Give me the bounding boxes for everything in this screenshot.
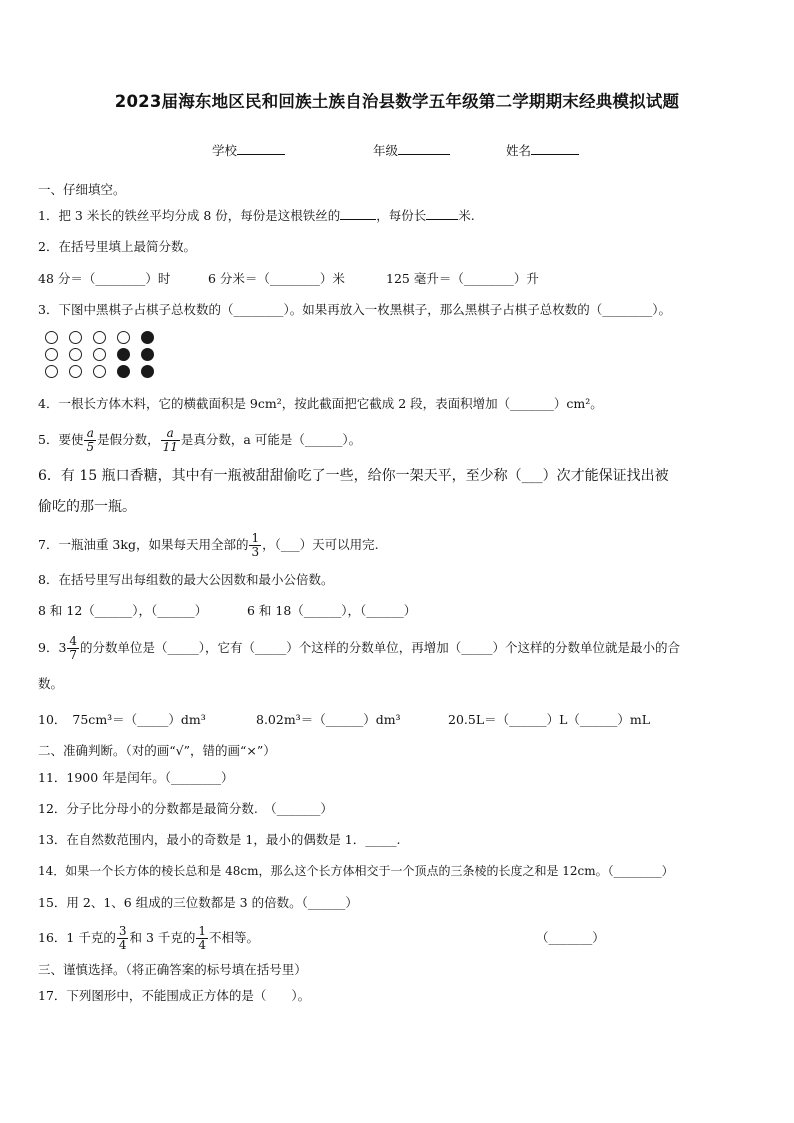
- q16-answer-blank[interactable]: （_______）: [536, 930, 605, 945]
- page-title: 2023届海东地区民和回族土族自治县数学五年级第二学期期末经典模拟试题: [114, 92, 680, 111]
- black-chess-piece: [117, 365, 130, 378]
- q16-frac1-num: 3: [118, 924, 127, 938]
- question-9-line-2: 数。: [38, 676, 64, 691]
- white-chess-piece: [69, 331, 82, 344]
- name-label: 姓名: [506, 143, 532, 158]
- q5-text-b: 是假分数，: [97, 432, 160, 447]
- q1-text-b: ，每份长: [376, 208, 427, 223]
- q10-label: 10．: [38, 712, 67, 727]
- white-chess-piece: [93, 365, 106, 378]
- q7-text-b: ，（___）天可以用完.: [262, 537, 379, 552]
- q1-blank-2[interactable]: [426, 207, 458, 220]
- grade-label: 年级: [373, 143, 399, 158]
- question-13: 13．在自然数范围内，最小的奇数是 1，最小的偶数是 1．_____.: [38, 832, 401, 847]
- question-10: [38, 712, 206, 728]
- q1-blank-1[interactable]: [340, 207, 376, 220]
- black-chess-piece: [141, 348, 154, 361]
- school-field: [212, 141, 285, 159]
- question-15: 15．用 2、1、6 组成的三位数都是 3 的倍数。（______）: [38, 895, 358, 910]
- q9-fraction: [67, 635, 79, 662]
- question-14: 14．如果一个长方体的棱长总和是 48cm，那么这个长方体相交于一个顶点的三条棱的长度之和是 12cm。（________）: [38, 864, 674, 878]
- q7-frac-num: 1: [251, 531, 260, 545]
- q5-text-c: 是真分数，a 可能是（______）。: [180, 432, 362, 447]
- q1-text-c: 米.: [458, 208, 475, 223]
- q16-text-c: 不相等。: [209, 930, 260, 945]
- q5-frac2-num: a: [161, 427, 180, 441]
- black-chess-piece: [141, 331, 154, 344]
- q7-fraction: [249, 532, 261, 559]
- section-2-heading: 二、准确判断。（对的画“√”，错的画“×”）: [38, 743, 276, 758]
- q5-frac1-num: a: [84, 427, 96, 441]
- q5-frac1-den: 5: [86, 440, 95, 454]
- question-3: 3．下图中黑棋子占棋子总枚数的（________）。如果再放入一枚黑棋子，那么黑棋子占棋子总枚数的（________）。: [38, 302, 671, 317]
- question-4: 4．一根长方体木料，它的横截面积是 9cm²，按此截面把它截成 2 段，表面积增加（_______）cm²。: [38, 396, 603, 411]
- q10-part-c: 20.5L＝（______）L（______）mL: [448, 712, 651, 727]
- black-chess-piece: [117, 348, 130, 361]
- grade-blank[interactable]: [398, 142, 450, 155]
- school-label: 学校: [212, 143, 238, 158]
- q9-whole-number: 9．3: [38, 640, 67, 655]
- question-12: 12．分子比分母小的分数都是最简分数. （_______）: [38, 801, 333, 816]
- q7-frac-den: 3: [251, 545, 260, 559]
- question-11: 11．1900 年是闰年。（________）: [38, 770, 234, 785]
- question-16: [38, 922, 259, 954]
- q16-text-b: 和 3 千克的: [129, 930, 196, 945]
- q5-fraction-2: [161, 427, 180, 454]
- q2-part-b: 6 分米＝（________）米: [208, 271, 345, 286]
- question-17: 17．下列图形中，不能围成正方体的是（ ）。: [38, 988, 311, 1003]
- q2-part-a: 48 分＝（________）时: [38, 271, 171, 286]
- question-2: 2．在括号里填上最简分数。: [38, 239, 196, 254]
- grade-field: [373, 141, 450, 159]
- q16-frac2-den: 4: [198, 938, 207, 952]
- q8-part-b: 6 和 18（______），（______）: [247, 603, 417, 618]
- section-1-heading: 一、仔细填空。: [38, 182, 126, 197]
- q5-text-a: 5．要使: [38, 432, 84, 447]
- question-9-line-1: [38, 631, 680, 665]
- q2-part-c: 125 毫升＝（________）升: [386, 271, 539, 286]
- q8-part-a: 8 和 12（______），（______）: [38, 603, 208, 618]
- q7-text-a: 7．一瓶油重 3kg，如果每天用全部的: [38, 537, 249, 552]
- q5-fraction-1: [84, 427, 96, 454]
- question-1: [38, 207, 475, 224]
- q16-text-a: 16．1 千克的: [38, 930, 116, 945]
- q16-frac1-den: 4: [118, 938, 127, 952]
- q10-part-b: 8.02m³＝（______）dm³: [256, 712, 401, 727]
- black-chess-piece: [141, 365, 154, 378]
- white-chess-piece: [69, 365, 82, 378]
- white-chess-piece: [69, 348, 82, 361]
- section-3-heading: 三、谨慎选择。（将正确答案的标号填在括号里）: [38, 962, 307, 977]
- school-blank[interactable]: [237, 142, 285, 155]
- question-6-line-2: 偷吃的那一瓶。: [38, 499, 136, 515]
- white-chess-piece: [45, 331, 58, 344]
- name-blank[interactable]: [531, 142, 579, 155]
- q9-frac-den: 7: [69, 648, 78, 662]
- white-chess-piece: [93, 331, 106, 344]
- q16-fraction-2: [196, 925, 208, 952]
- question-8: 8．在括号里写出每组数的最大公因数和最小公倍数。: [38, 572, 334, 587]
- q16-fraction-1: [117, 925, 129, 952]
- white-chess-piece: [117, 331, 130, 344]
- q1-text: 1．把 3 米长的铁丝平均分成 8 份，每份是这根铁丝的: [38, 208, 341, 223]
- question-6-line-1: 6．有 15 瓶口香糖，其中有一瓶被甜甜偷吃了一些，给你一架天平，至少称（___）次才能保证找出被: [38, 468, 669, 484]
- q9-text-a: 的分数单位是（_____），它有（_____）个这样的分数单位，再增加（_____）个这样的分数单位就是最小的合: [80, 640, 681, 655]
- white-chess-piece: [45, 348, 58, 361]
- q10-part-a: 75cm³＝（_____）dm³: [72, 712, 206, 727]
- white-chess-piece: [93, 348, 106, 361]
- q5-frac2-den: 11: [162, 440, 178, 454]
- question-5: [38, 424, 361, 456]
- white-chess-piece: [45, 365, 58, 378]
- q9-frac-num: 4: [69, 634, 78, 648]
- name-field: [506, 141, 579, 159]
- q16-frac2-num: 1: [198, 924, 207, 938]
- question-7: [38, 529, 379, 561]
